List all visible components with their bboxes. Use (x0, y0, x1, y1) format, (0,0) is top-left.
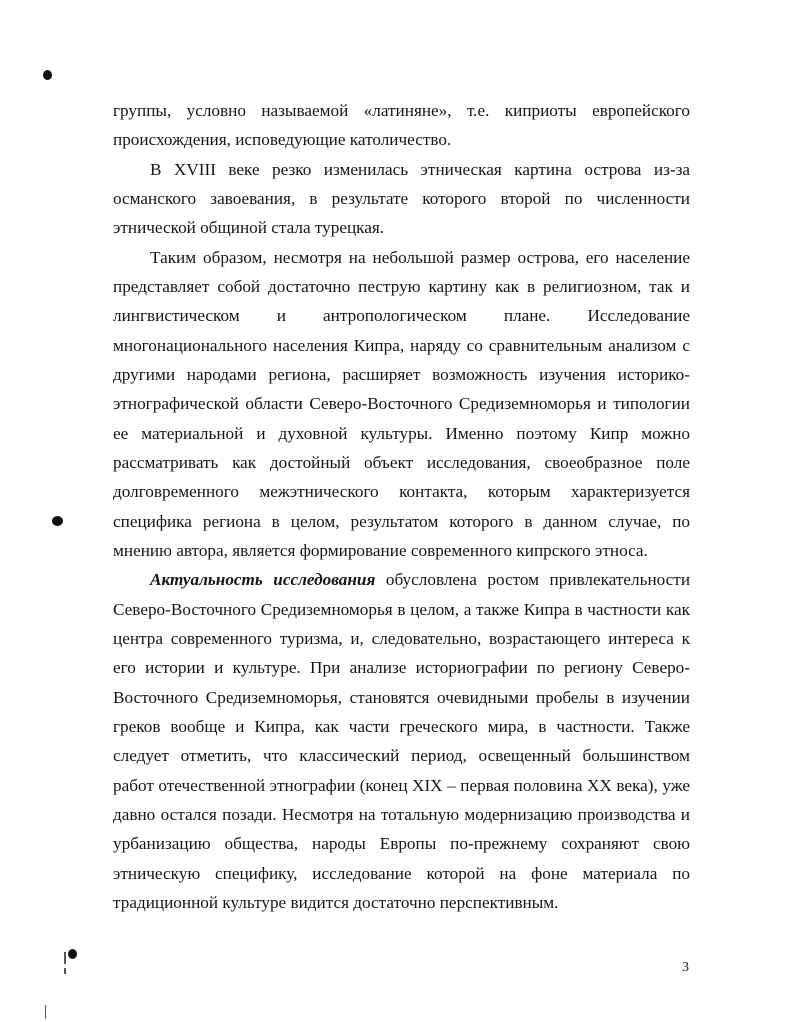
text-line: группы, условно называемой «латиняне», т.е. киприоты европейского (113, 101, 690, 120)
scan-artifact-dot (52, 516, 63, 526)
text-line (113, 565, 690, 594)
scan-artifact-dot (68, 949, 77, 959)
text-line: многонационального населения Кипра, наряду со сравнительным анализом с (113, 335, 690, 355)
text-line: другими народами региона, расширяет возможность изучения историко- (113, 364, 690, 384)
text-line: центра современного туризма, и, следовательно, возрастающего интереса к (113, 628, 690, 648)
text-line: его истории и культуре. При анализе историографии по региону Северо- (113, 658, 690, 678)
text-line: этнической общиной стала турецкая. (113, 218, 385, 238)
text-line: следует отметить, что классический период, освещенный большинством (113, 746, 690, 766)
text-line: Восточного Средиземноморья, становятся очевидными пробелы в изучении (113, 687, 690, 707)
text-line: представляет собой достаточно пеструю картину как в религиозном, так и (113, 276, 690, 296)
text-line: работ отечественной этнографии (конец XIX – первая половина XX века), уже (113, 775, 690, 795)
text-line: греков вообще и Кипра, как части греческого мира, в частности. Также (113, 716, 690, 736)
text-line: ее материальной и духовной культуры. Именно поэтому Кипр можно (113, 423, 690, 443)
scan-artifact-mark (64, 952, 66, 964)
text-line: этническую специфику, исследование которой на фоне материала по (113, 863, 690, 883)
text-line: этнографической области Северо-Восточного Средиземноморья и типологии (113, 394, 690, 414)
text-line: давно остался позади. Несмотря на тотальную модернизацию производства и (113, 804, 690, 824)
text-line: Северо-Восточного Средиземноморья в целом, а также Кипра в частности как (113, 599, 690, 619)
text-line: специфика региона в целом, результатом которого в данном случае, по (113, 511, 690, 531)
text-line: традиционной культуре видится достаточно перспективным. (113, 892, 559, 912)
text-line: урбанизацию общества, народы Европы по-прежнему сохраняют свою (113, 834, 690, 854)
text-line: мнению автора, является формирование современного кипрского этноса. (113, 540, 648, 560)
text-line: долговременного межэтнического контакта, которым характеризуется (113, 482, 690, 502)
page-number: 3 (682, 960, 689, 975)
text-line: османского завоевания, в результате которого второй по численности (113, 188, 690, 208)
scan-artifact-dot (43, 70, 52, 80)
text-line: Таким образом, несмотря на небольшой размер острова, его население (150, 247, 690, 267)
document-body (113, 96, 690, 917)
text-line: происхождения, исповедующие католичество. (113, 130, 452, 150)
paragraph-relevance (113, 565, 690, 917)
paragraph (113, 96, 690, 155)
text-line: В XVIII веке резко изменилась этническая картина острова из-за (150, 159, 690, 179)
text-line: рассматривать как достойный объект исследования, своеобразное поле (113, 452, 690, 472)
relevance-heading: Актуальность исследования (150, 570, 376, 590)
scan-artifact-mark (45, 1005, 46, 1019)
scan-artifact-mark (64, 968, 66, 974)
paragraph (113, 155, 690, 243)
text-line: лингвистическом и антропологическом плане. Исследование (113, 306, 690, 326)
text-span: обусловлена ростом привлекательности (375, 570, 690, 590)
paragraph (113, 243, 690, 566)
